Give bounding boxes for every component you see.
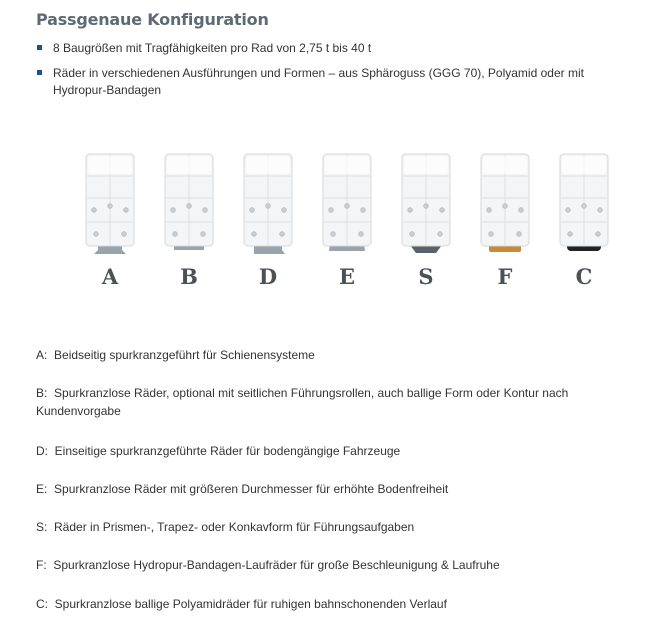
variant-letter: S xyxy=(418,264,434,289)
variant-description-text: Beidseitig spurkranzgeführt für Schienensysteme xyxy=(47,348,315,362)
wheel-block-icon xyxy=(159,150,219,258)
page-title: Passgenaue Konfiguration xyxy=(36,10,269,29)
feature-item xyxy=(36,65,636,99)
variant-description-text: Spurkranzlose Räder mit größeren Durchmesser für erhöhte Bodenfreiheit xyxy=(47,482,449,496)
variant-key: E: xyxy=(36,482,48,496)
feature-item xyxy=(36,40,636,57)
variant-key: A: xyxy=(36,348,48,362)
variant-description-text: Spurkranzlose Räder, optional mit seitlichen Führungsrollen, auch ballige Form oder Kontur nach Kundenvorgabe xyxy=(36,386,572,418)
wheel-block-variants xyxy=(80,150,640,300)
variant-key: B: xyxy=(36,386,48,400)
square-bullet-icon xyxy=(37,45,42,50)
variant-key: S: xyxy=(36,520,48,534)
variant-letter: F xyxy=(497,264,513,289)
wheel-block-e xyxy=(317,150,377,295)
variant-key: D: xyxy=(36,444,48,458)
feature-text: 8 Baugrößen mit Tragfähigkeiten pro Rad von 2,75 t bis 40 t xyxy=(53,41,372,55)
wheel-block-icon xyxy=(396,150,456,258)
variant-description-item xyxy=(36,442,626,460)
variant-letter: B xyxy=(180,264,198,289)
square-bullet-icon xyxy=(37,70,42,75)
wheel-block-icon xyxy=(475,150,535,258)
variant-letter: A xyxy=(101,264,119,289)
wheel-block-icon xyxy=(238,150,298,258)
variant-letter: D xyxy=(258,264,278,289)
variant-description-item xyxy=(36,384,626,420)
variant-description-item xyxy=(36,556,626,574)
wheel-block-icon xyxy=(80,150,140,258)
feature-text: Räder in verschiedenen Ausführungen und Formen – aus Sphäroguss (GGG 70), Polyamid oder mit Hydropur-Bandagen xyxy=(53,66,584,97)
variant-letter: E xyxy=(338,264,355,289)
wheel-block-s xyxy=(396,150,456,295)
variant-key: C: xyxy=(36,597,48,611)
wheel-block-d xyxy=(238,150,298,295)
variant-description-item xyxy=(36,595,626,613)
wheel-block-c xyxy=(554,150,614,295)
wheel-block-icon xyxy=(317,150,377,258)
wheel-block-a xyxy=(80,150,140,295)
variant-description-text: Einseitige spurkranzgeführte Räder für bodengängige Fahrzeuge xyxy=(48,444,401,458)
variant-description-text: Spurkranzlose ballige Polyamidräder für ruhigen bahnschonenden Verlauf xyxy=(48,597,447,611)
variant-description-item xyxy=(36,518,626,536)
feature-list xyxy=(36,40,636,107)
variant-description-item xyxy=(36,346,626,364)
wheel-block-b xyxy=(159,150,219,295)
variant-description-item xyxy=(36,480,626,498)
variant-letter: C xyxy=(575,264,593,289)
variant-description-text: Spurkranzlose Hydropur-Bandagen-Laufräder für große Beschleunigung & Laufruhe xyxy=(46,558,500,572)
variant-key: F: xyxy=(36,558,47,572)
wheel-block-f xyxy=(475,150,535,295)
wheel-block-icon xyxy=(554,150,614,258)
variant-description-text: Räder in Prismen-, Trapez- oder Konkavform für Führungsaufgaben xyxy=(47,520,415,534)
